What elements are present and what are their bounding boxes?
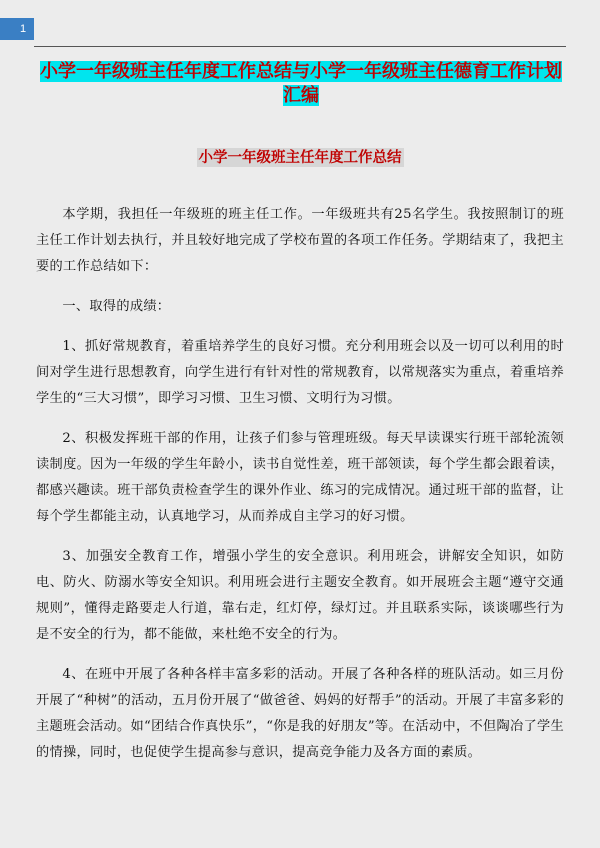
paragraph-heading-achievements: 一、取得的成绩： bbox=[62, 299, 171, 314]
paragraph-item-1: 1、抓好常规教育，着重培养学生的良好习惯。充分利用班会以及一切可以利用的时间对学生进行思想教育，向学生进行有针对性的常规教育，以常规落实为重点，着重培养学生的“三大习惯”，即学习习惯、卫生习惯、文明行为习惯。 bbox=[36, 339, 564, 406]
paragraph-item-3: 3、加强安全教育工作，增强小学生的安全意识。利用班会，讲解安全知识，如防电、防火、防溺水等安全知识。利用班会进行主题安全教育。如开展班会主题“遵守交通规则”，懂得走路要走人行道，靠右走，红灯停，绿灯过。并且联系实际，谈谈哪些行为是不安全的行为，都不能做，来杜绝不安全的行为。 bbox=[36, 549, 564, 642]
paragraph-item-2: 2、积极发挥班干部的作用，让孩子们参与管理班级。每天早读课实行班干部轮流领读制度。因为一年级的学生年龄小，读书自觉性差，班干部领读，每个学生都会跟着读，都感兴趣读。班干部负责检查学生的课外作业、练习的完成情况。通过班干部的监督，让每个学生都能主动，认真地学习，从而养成自主学习的好习惯。 bbox=[36, 431, 564, 524]
document-title-text: 小学一年级班主任年度工作总结与小学一年级班主任德育工作计划汇编 bbox=[40, 61, 562, 106]
paragraph-item-4: 4、在班中开展了各种各样丰富多彩的活动。开展了各种各样的班队活动。如三月份开展了“种树”的活动，五月份开展了“做爸爸、妈妈的好帮手”的活动。开展了丰富多彩的主题班会活动。如“团结合作真快乐”，“你是我的好朋友”等。在活动中，不但陶冶了学生的情操，同时，也促使学生提高参与意识，提高竞争能力及各方面的素质。 bbox=[36, 667, 564, 760]
paragraph-intro: 本学期，我担任一年级班的班主任工作。一年级班共有25名学生。我按照制订的班主任工作计划去执行，并且较好地完成了学校布置的各项工作任务。学期结束了，我把主要的工作总结如下： bbox=[36, 207, 564, 274]
page-number-badge: 1 bbox=[0, 18, 34, 40]
document-title bbox=[40, 60, 562, 108]
document-body bbox=[36, 202, 564, 780]
header-divider bbox=[34, 46, 566, 47]
section-title-text: 小学一年级班主任年度工作总结 bbox=[198, 149, 402, 166]
section-title bbox=[0, 146, 600, 167]
